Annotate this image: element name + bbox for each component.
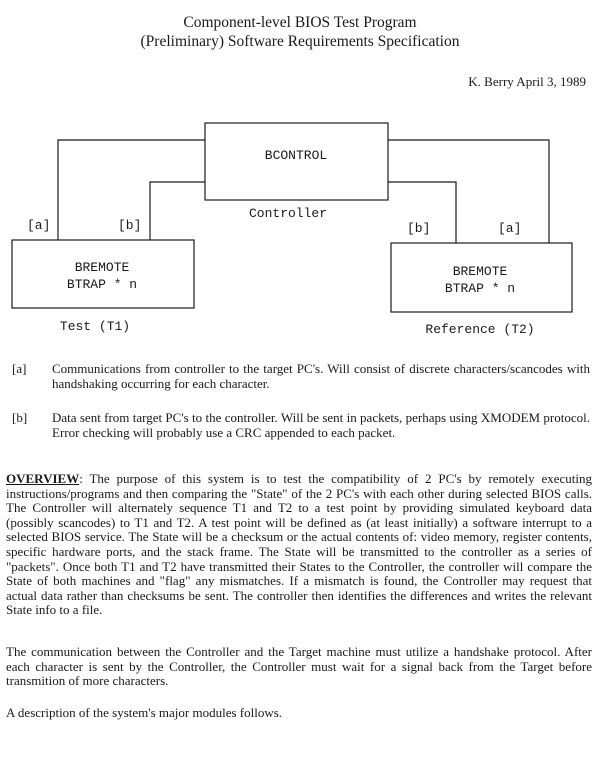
test-label: Test (T1) [59,319,131,334]
controller-box-label: BCONTROL [264,148,328,163]
title-line-1: Component-level BIOS Test Program [183,14,417,31]
system-diagram [0,0,600,360]
reference-label: Reference (T2) [425,322,535,337]
note-b-tag: [b] [12,410,28,425]
note-a [12,361,590,391]
test-tag-b: [b] [118,218,142,233]
note-b-text: Data sent from target PC's to the controller. Will be sent in packets, perhaps using XMODEM protocol. Error checking will probably use a CRC appended to each packet. [52,410,590,440]
controller-label: Controller [248,206,328,221]
modules-paragraph: A description of the system's major modules follows. [6,705,283,720]
note-b [12,410,590,440]
test-tag-a: [a] [27,218,51,233]
reference-box-line-1: BREMOTE [452,264,508,279]
author-date: K. Berry April 3, 1989 [468,74,586,89]
overview-text: The purpose of this system is to test the compatibility of 2 PC's by remotely executing instructions/programs and then comparing the "State" of the 2 PC's with each other during selected BIOS calls. The Controller will alternately sequence T1 and T2 to a test point by providing simulated keyboard data (possibly scancodes) to T1 and T2. A test point will be defined as (at least initially) a software interrupt to a selected BIOS service. The State will be a checksum or the actual contents of: video memory, register contents, specific hardware ports, and the stack frame. The State will be transmitted to the controller as a series of "packets". Once both T1 and T2 have transmitted their States to the Controller, the controller will compare the State of both machines and "flag" any mismatches. If a mismatch is found, the Controller may request that actual data rather than checksums be sent. The controller then identifies the differences and writes the relevant State info to a file. [6,471,592,618]
note-a-tag: [a] [12,361,27,376]
overview-heading: OVERVIEW [6,471,80,486]
reference-tag-a: [a] [498,221,522,236]
overview-paragraph: OVERVIEW: The purpose of this system is to test the compatibility of 2 PC's by remotely executing instructions/programs and then comparing the "State" of the 2 PC's with each other during selected BIOS calls. The Controller will alternately sequence T1 and T2 to a test point by providing simulated keyboard data (possibly scancodes) to T1 and T2. A test point will be defined as (at least initially) a software interrupt to a selected BIOS service. The State will be a checksum or the actual contents of: video memory, register contents, specific hardware ports, and the stack frame. The State will be transmitted to the controller as a series of "packets". Once both T1 and T2 have transmitted their States to the Controller, the controller will compare the State of both machines and "flag" any mismatches. If a mismatch is found, the Controller may request that actual data rather than checksums be sent. The controller then identifies the differences and writes the relevant State info to a file. [6,471,592,618]
test-box-line-2: BTRAP * n [66,277,138,292]
title-line-2: (Preliminary) Software Requirements Specification [140,33,460,50]
test-box-line-1: BREMOTE [74,260,130,275]
reference-box-line-2: BTRAP * n [444,281,516,296]
communication-paragraph: The communication between the Controller and the Target machine must utilize a handshake protocol. After each character is sent by the Controller, the Controller must wait for a signal back from the Target before transmition of more characters. [6,644,592,689]
link-b-test [150,182,205,240]
note-a-text: Communications from controller to the target PC's. Will consist of discrete characters/scancodes with handshaking occurring for each character. [52,361,590,391]
reference-tag-b: [b] [407,221,431,236]
